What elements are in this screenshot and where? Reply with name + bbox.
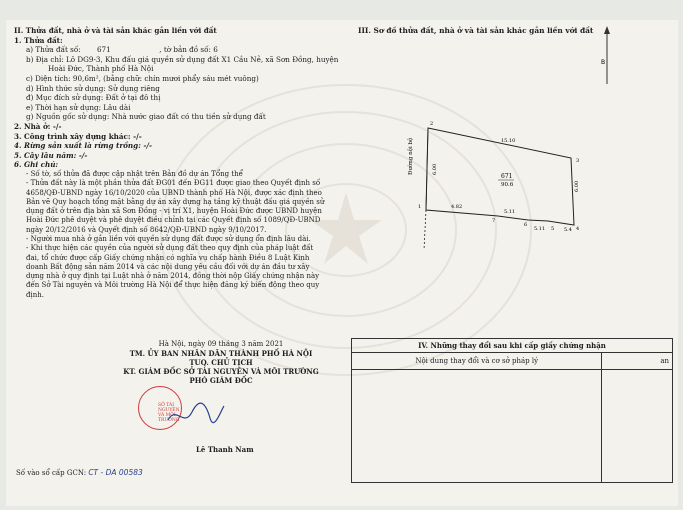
works-line: 3. Công trình xây dựng khác: -/- bbox=[14, 131, 142, 141]
use-origin: g) Nguồn gốc sử dụng: Nhà nước giao đất có thu tiền sử dụng đất bbox=[26, 112, 266, 122]
changes-table bbox=[351, 338, 673, 483]
north-label: B bbox=[601, 59, 606, 66]
point-6: 6 bbox=[524, 222, 528, 228]
seal-text: SỞ TÀI NGUYÊN VÀ MÔI TRƯỜNG bbox=[158, 403, 180, 423]
point-2: 2 bbox=[430, 121, 434, 127]
dim-top: 15.10 bbox=[501, 138, 516, 144]
point-5: 5 bbox=[551, 226, 555, 232]
area-line: c) Diện tích: 90,6m², (bằng chữ: chín mươi phẩy sáu mét vuông) bbox=[26, 73, 259, 83]
section-left-title: II. Thửa đất, nhà ở và tài sản khác gắn liền với đất bbox=[14, 26, 217, 35]
changes-col-content: Nội dung thay đổi và cơ sở pháp lý bbox=[352, 353, 602, 370]
use-purpose: đ) Mục đích sử dụng: Đất ở tại đô thị bbox=[26, 93, 161, 103]
plot-plan bbox=[406, 80, 666, 300]
road-edge bbox=[426, 128, 428, 210]
address-line: b) Địa chỉ: Lô DG9-3, Khu đấu giá quyền sử dụng đất X1 Cầu Nẻ, xã Sơn Đồng, huyện bbox=[26, 54, 339, 64]
plot-number-line: a) Thửa đất số: 671 , tờ bản đồ số: 6 bbox=[26, 45, 218, 55]
handwritten-signature bbox=[166, 400, 226, 430]
pgd-line: PHÓ GIÁM ĐỐC bbox=[189, 376, 253, 385]
dim-left: 6.00 bbox=[432, 163, 438, 175]
serial-label: Số vào sổ cấp GCN: bbox=[16, 469, 87, 477]
certificate-page bbox=[6, 20, 678, 506]
plot-number-label: 671 bbox=[501, 173, 513, 180]
notes-block bbox=[14, 170, 326, 300]
use-term: e) Thời hạn sử dụng: Lâu dài bbox=[26, 102, 131, 112]
changes-empty-cell bbox=[352, 370, 602, 483]
trees-line: 5. Cây lâu năm: -/- bbox=[14, 150, 88, 160]
serial-line bbox=[16, 468, 143, 477]
land-info-column bbox=[14, 26, 344, 300]
road-edge-ext bbox=[424, 210, 426, 250]
changes-empty-cell-2 bbox=[602, 370, 673, 483]
use-form: d) Hình thức sử dụng: Sử dụng riêng bbox=[26, 83, 160, 93]
note-4: - Khi thực hiện các quyền của người sử dụng đất theo quy định của pháp luật đất đai, tổ chức được cấp Giấy chứng nhận có nghĩa vụ chấp hành Điều 8 Luật Kinh doanh Bất động sản năm 2014 và các nội dung yêu cầu đối với dự án đầu tư xây dựng nhà ở quy định tại Luật nhà ở năm 2014, đồng thời nộp Giấy chứng nhận này đến Sở Tài nguyên và Môi trường Hà Nội để thực hiện đăng ký biến động theo quy định. bbox=[26, 244, 320, 299]
section-right-title: III. Sơ đồ thửa đất, nhà ở và tài sản khác gắn liền với đất bbox=[358, 26, 594, 35]
issue-date: Hà Nội, ngày 09 tháng 3 năm 2021 bbox=[158, 340, 284, 348]
plot-outline bbox=[426, 128, 574, 225]
issuing-org: TM. ỦY BAN NHÂN DÂN THÀNH PHỐ HÀ NỘI bbox=[129, 349, 313, 358]
point-1: 1 bbox=[418, 204, 422, 210]
serial-value: CT - DA 00583 bbox=[88, 468, 143, 477]
house-line: 2. Nhà ở: -/- bbox=[14, 121, 62, 131]
forest-line: 4. Rừng sản xuất là rừng trồng: -/- bbox=[14, 141, 152, 151]
notes-heading: 6. Ghi chú: bbox=[14, 160, 59, 170]
point-3: 3 bbox=[576, 158, 580, 164]
address-line-2: Hoài Đức, Thành phố Hà Nội bbox=[48, 64, 154, 74]
dim-right: 6.00 bbox=[574, 180, 580, 192]
signature-block bbox=[101, 340, 341, 385]
dim-bottom-2: 5.11 bbox=[504, 209, 516, 215]
tuq-line: TUQ. CHỦ TỊCH bbox=[189, 358, 253, 367]
point-7: 7 bbox=[492, 218, 496, 224]
north-arrow bbox=[600, 26, 614, 86]
note-2: - Thửa đất này là một phần thửa đất ĐG01 đến ĐG11 được giao theo Quyết định số 4658/QĐ-UBND ngày 16/10/2020 của UBND thành phố Hà Nội, được xác định theo Bản vẽ Quy hoạch tổng mặt bằng dự án xây dựng hạ tầng kỹ thuật đấu giá quyền sử dụng đất ở trên địa bàn xã Sơn Đồng - vị trí X1, huyện Hoài Đức được UBND huyện Hoài Đức phê duyệt và phê duyệt điều chỉnh tại các Quyết định số 1089/QĐ-UBND ngày 20/12/2016 và Quyết định số 8642/QĐ-UBND ngày 9/10/2017. bbox=[26, 179, 325, 234]
changes-title: IV. Những thay đổi sau khi cấp giấy chứng nhận bbox=[352, 339, 673, 353]
note-3: - Người mua nhà ở gắn liền với quyền sử dụng đất được sử dụng ổn định lâu dài. bbox=[26, 234, 311, 243]
dim-corner: 5.4 bbox=[564, 227, 572, 233]
road-label: Đường nội bộ bbox=[408, 137, 414, 175]
dim-bottom-1: 4.82 bbox=[451, 204, 463, 210]
kt-line: KT. GIÁM ĐỐC SỞ TÀI NGUYÊN VÀ MÔI TRƯỜNG bbox=[123, 367, 319, 376]
dim-bottom-3: 5.11 bbox=[534, 226, 546, 232]
note-1: - Số tờ, số thửa đã được cập nhật trên Bản đồ dự án Tổng thể bbox=[26, 169, 243, 178]
plot-area-label: 90.6 bbox=[501, 182, 514, 188]
land-heading: 1. Thửa đất: bbox=[14, 35, 63, 45]
point-4: 4 bbox=[576, 226, 580, 232]
signer-name: Lê Thanh Nam bbox=[196, 445, 254, 454]
changes-col-confirm: an bbox=[602, 353, 673, 370]
